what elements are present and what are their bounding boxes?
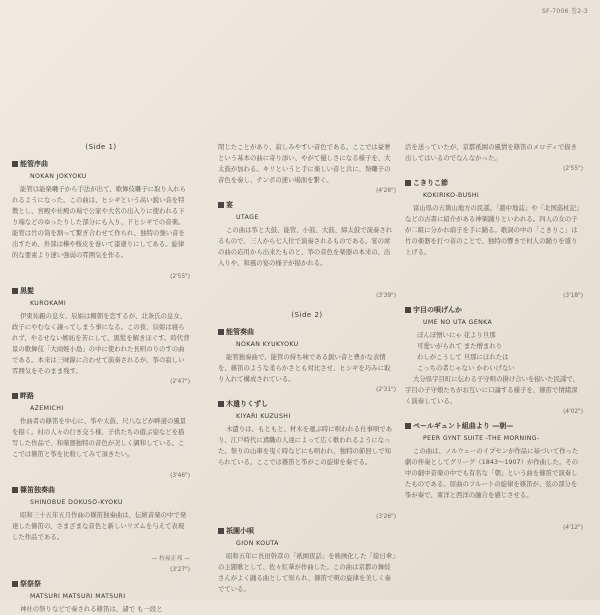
square-bullet-icon bbox=[218, 528, 224, 534]
track-title: 篠笛独奏曲 bbox=[12, 485, 190, 496]
track-romaji: SHINOBUE DOKUSO-KYOKU bbox=[30, 499, 123, 506]
track-time: (4'12") bbox=[563, 525, 583, 531]
lyric-line: こっちの者じゃない かわいげない bbox=[417, 364, 515, 372]
track-title: 祇園小唄 bbox=[218, 526, 396, 537]
column-2 bbox=[218, 142, 396, 606]
track-time: (3'39") bbox=[376, 293, 396, 299]
track-description: 伊東祐親の息女、辰姫は頼朝を恋するが、北条氏の息女、政子にやむなく譲ってしまう事になる。この夜、辰姫は寝られず、やるせない嫉妬を苦にして、黒髪を解きほぐす。時代背景の歌舞伎「大商蛭小島」の中に使われた長唄のりのすの曲である。本来は三味線に合わせて演奏されるが、筝の寂しい雰囲気をそのまま残す。 bbox=[12, 312, 190, 375]
track-time: (4'02") bbox=[563, 409, 583, 415]
track-description: 昭和五年に長田幹彦の「祇園夜話」を映画化した「絵日傘」の主題歌として、佐々紅華が作曲した。この曲は京都の舞妓さんがよく踊る曲として知られ、篠笛で唄の旋律を美しく奏でている。 bbox=[218, 552, 396, 593]
track-title: 能管奏曲 bbox=[218, 327, 396, 338]
square-bullet-icon bbox=[405, 423, 411, 429]
track-time: (4'28") bbox=[376, 188, 396, 194]
track-credit: — 杵屋正邦 — bbox=[151, 556, 190, 562]
track-time: (3'26") bbox=[376, 514, 396, 520]
track-time: (3'27") bbox=[170, 567, 190, 573]
track-title: 祭祭祭 bbox=[12, 579, 190, 590]
square-bullet-icon bbox=[218, 202, 224, 208]
track-time: (2'31") bbox=[376, 387, 396, 393]
catalog-number: SF-7006 巻2-3 bbox=[541, 8, 588, 15]
track-romaji: GION KOUTA bbox=[236, 540, 279, 547]
square-bullet-icon bbox=[12, 487, 18, 493]
track-title: 畔路 bbox=[12, 391, 190, 402]
track-description: 能管は能楽囃子から手法が出て、歌舞伎囃子に取り入れられるようになった。この曲は、ヒシギという高い鋭い音を特徴とし、宮殿や社殿の場で公家や大名の出入りに使われる下り端などのゆったりした部分にも入り、ドヒシギでの音楽。能管は竹の筒を割って繋ぎ合わせて作られ、独特の強い音を出すため、外部は樺や桜皮を巻いて漆塗りにしてある。旋律的な要素より速い強弱の雰囲気を作る。 bbox=[12, 185, 187, 259]
track-time: (2'55") bbox=[170, 274, 190, 280]
track-description: 木遣りは、もともと、材木を運ぶ時に唄われる仕事唄であり、江戸時代に鳶職の人達によって広く歌われるようになった。祭りの山車を曳く時などにも唄われ、独特の節回しで知られている。ここでは篠笛と筝がこの旋律を奏でる。 bbox=[218, 425, 393, 466]
track-description: 富山県の五箇山地方の民謡。「越中地誌」や「北国巡杖記」などの古書に紹介がある神楽踊りといわれる。四人の女の子が二組に分かれ扇子を手に踊る。歌詞の中の「こきりこ」は竹の楽器を打つ音のことで、独特の響きで村人の踊りを盛り上げる。 bbox=[405, 204, 583, 256]
track-romaji: AZEMICHI bbox=[30, 405, 64, 412]
lyric-line: ぼんぼ憎いにゃ 花より旦那 bbox=[417, 331, 496, 339]
lyric-line: 可愛いがられて また憎まれり bbox=[417, 342, 503, 350]
track-romaji: KOKIRIKO-BUSHI bbox=[423, 192, 480, 199]
track-romaji: NOKAN JOKYOKU bbox=[30, 173, 87, 180]
track-description: 神社の祭りなどで奏される篠笛は、諸で も一段と bbox=[20, 605, 163, 613]
track-time: (3'46") bbox=[170, 473, 190, 479]
track-title: 宇目の唄げんか bbox=[405, 305, 583, 316]
track-description: 昭和三十五年五月作曲の篠笛独奏曲は、伝統音楽の中で発達した篠笛の、さまざまな音色と新しいリズムを与えて表現した作品である。 bbox=[12, 511, 187, 541]
column-1 bbox=[12, 140, 190, 615]
track-romaji: PEER GYNT SUITE -THE MORNING- bbox=[423, 435, 540, 442]
track-romaji: UTAGE bbox=[236, 214, 259, 221]
lyric-line: わしがこうして 旦那にほれたは bbox=[417, 353, 509, 361]
track-romaji: KUROKAMI bbox=[30, 300, 67, 307]
column-3 bbox=[405, 142, 583, 534]
square-bullet-icon bbox=[12, 161, 18, 167]
square-bullet-icon bbox=[12, 393, 18, 399]
track-description: この曲は筝と大鼓、能管、小鼓、大鼓、締太鼓で演奏されるもので、三人から七人位で演奏されるものである。宴の席の曲の応用から出来たものと、筝の音色を楽器の本来の、出入りや、和風の宴の様子が描かれる。 bbox=[218, 226, 393, 267]
square-bullet-icon bbox=[405, 180, 411, 186]
track-romaji: MATSURI MATSURI MATSURI bbox=[30, 593, 126, 600]
side-label: (Side 2) bbox=[291, 311, 323, 319]
track-romaji: KIYARI KUZUSHI bbox=[236, 413, 291, 420]
square-bullet-icon bbox=[12, 581, 18, 587]
track-romaji: NOKAN KYUKYOKU bbox=[236, 341, 299, 348]
track-title: 宴 bbox=[218, 200, 396, 211]
continued-text: 活を送っていたが、京都祇園の風情を篠笛のメロディで描き出してはいるのでなんなかった。 bbox=[405, 143, 578, 162]
track-title: こきりこ節 bbox=[405, 178, 583, 189]
square-bullet-icon bbox=[12, 288, 18, 294]
track-description: 大分県宇目町に伝わる子守唄の掛け合いを描いた民謡で、宇目の子守娘たちがお互いに口論する様子を、篠笛で情緒深く演奏している。 bbox=[405, 375, 580, 405]
square-bullet-icon bbox=[218, 401, 224, 407]
track-description: 作曲者の篠笛を中心に、筝や太鼓、尺八などが畔道の風景を描く。村の人々の行き交う様、子供たちの遊ぶ姿などを描写した作品で、和楽器独特の音色が美しく調和している。ここでは篠笛と筝を比較してみて頂きたい。 bbox=[12, 417, 187, 458]
track-description: この曲は、ノルウェーのイプセンが作品に基づいて作った劇の伴奏としてグリーグ（1843〜1907）が作曲した。その中の劇中音楽の中でも有名な「朝」という曲を篠笛で演奏したものである。原曲のフルートの旋律を篠笛が、弦の部分を筝が奏で、東洋と西洋の融合を感じさせる。 bbox=[405, 447, 579, 499]
track-time: (3'18") bbox=[563, 293, 583, 299]
track-title: 木遣りくずし bbox=[218, 399, 396, 410]
track-title: ペールギュント組曲より —朝— bbox=[405, 421, 583, 432]
track-time: (2'55") bbox=[563, 166, 583, 172]
track-description: 能管独奏曲で、能管の持ち味である鋭い音と豊かな表情を、篠笛のような柔らかさとも対比させ、ヒシギを巧みに取り入れて構成されている。 bbox=[218, 353, 391, 383]
track-title: 能管序曲 bbox=[12, 159, 190, 170]
track-title: 黒髪 bbox=[12, 286, 190, 297]
track-time: (2'47") bbox=[170, 379, 190, 385]
square-bullet-icon bbox=[405, 307, 411, 313]
side-label: (Side 1) bbox=[85, 143, 117, 151]
continued-text: 閉じたことがあり、寂しみやすい音色である。ここでは豪奢という基本の曲に寄り添い、やがて優しさになる様子を、大太鼓が加わる。キリというと手に楽しい音と共に、祭囃子の音色を奏し、テンポの速い場面を繋ぐ。 bbox=[218, 143, 391, 184]
track-romaji: UME NO UTA GENKA bbox=[423, 319, 493, 326]
lyrics-block bbox=[405, 330, 583, 374]
square-bullet-icon bbox=[218, 329, 224, 335]
